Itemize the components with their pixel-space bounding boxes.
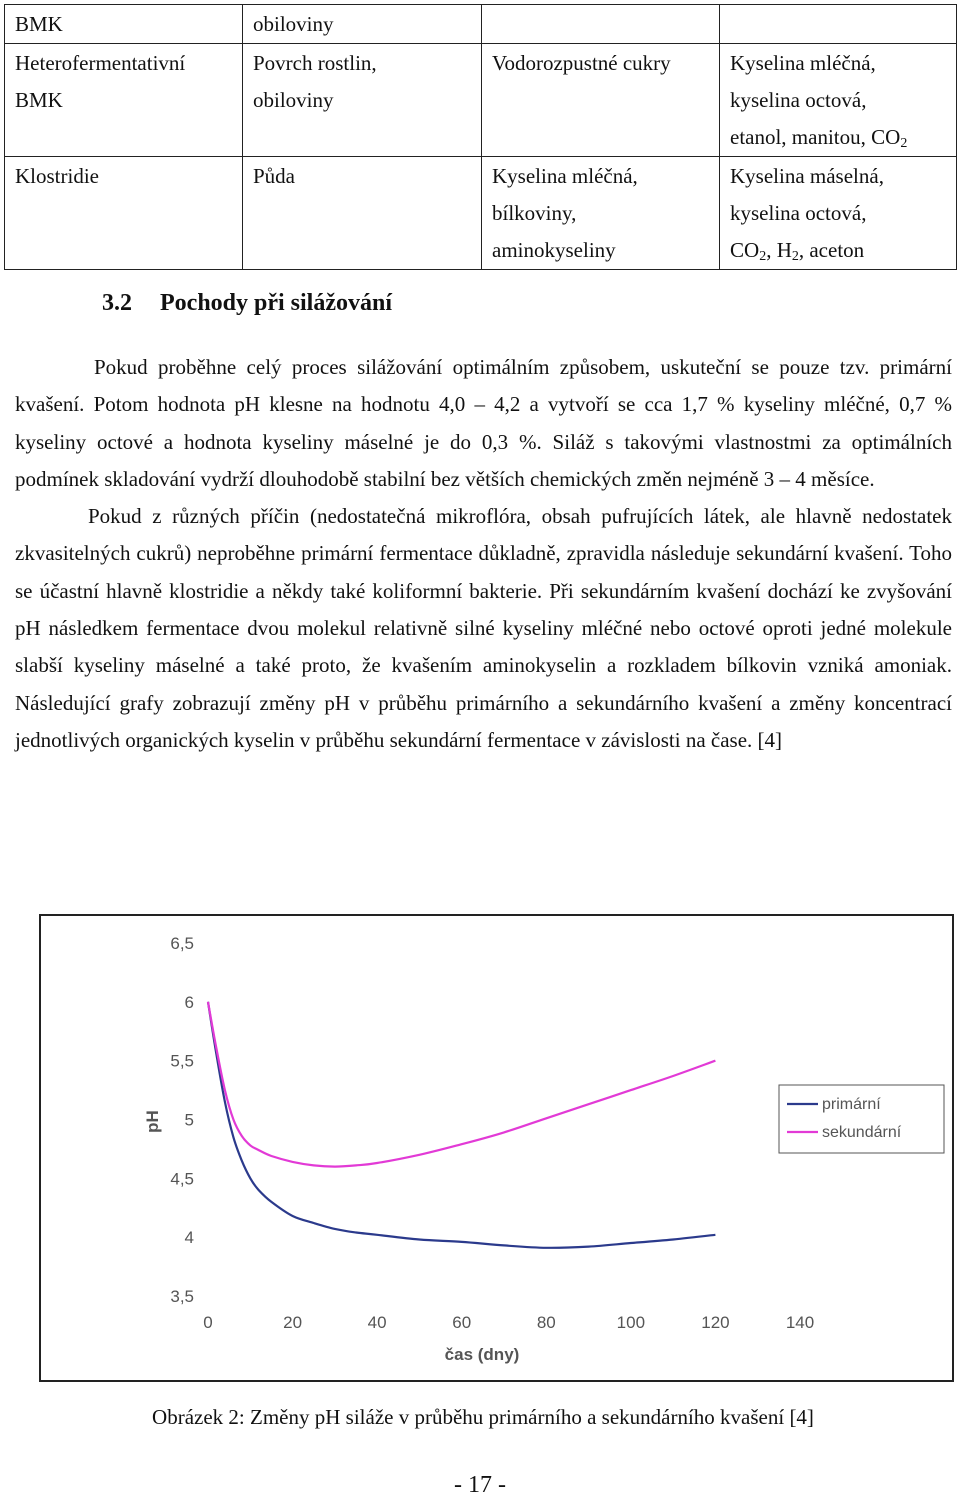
- y-tick-label: 5,5: [170, 1051, 194, 1071]
- x-tick-label: 20: [283, 1313, 303, 1332]
- y-tick-label: 6: [184, 992, 194, 1012]
- table-cell: [720, 157, 957, 270]
- cell-text: BMK: [15, 12, 63, 36]
- cell-text: Klostridie: [15, 164, 99, 188]
- cell-text-part: CO: [730, 238, 760, 262]
- cell-text: [730, 119, 956, 156]
- section-number: 3.2: [102, 290, 132, 316]
- x-tick-label: 40: [367, 1313, 387, 1332]
- cell-text-part: etanol, manitou, CO: [730, 125, 901, 149]
- caption-text: Obrázek 2: Změny pH siláže v průběhu primárního a sekundárního kvašení [4]: [152, 1405, 814, 1429]
- x-axis-label: čas (dny): [444, 1345, 520, 1364]
- table-cell: [5, 5, 243, 44]
- cell-text: kyselina octová,: [730, 88, 867, 112]
- cell-text: bílkoviny,: [492, 201, 577, 225]
- cell-text: [730, 232, 956, 269]
- y-tick-label: 3,5: [170, 1287, 194, 1306]
- ph-line-chart: [41, 916, 952, 1380]
- subscript: 2: [791, 249, 799, 264]
- x-tick-label: 0: [203, 1313, 213, 1332]
- table-row: [5, 157, 957, 270]
- paragraph: Pokud z různých příčin (nedostatečná mikroflóra, obsah pufrujících látek, ale hlavně nedostatek zkvasitelných cukrů) neproběhne primární fermentace důkladně, zpravidla následuje sekundární kvašení. Toho se účastní hlavně klostridie a někdy také koliformní bakterie. Při sekundárním kvašení dochází ke zvyšování pH následkem fermentace dvou molekul relativně silné kyseliny mléčné nebo octové oproti jedné molekule slabší kyseliny máselné a také proto, že kvašením aminokyselin a rozkladem bílkovin vzniká amoniak. Následující grafy zobrazují změny pH v průběhu primárního a sekundárního kvašení a změny koncentrací jednotlivých organických kyselin v průběhu sekundární fermentace v závislosti na čase. [4]: [15, 504, 952, 752]
- organisms-table: [4, 4, 957, 270]
- cell-text: aminokyseliny: [492, 238, 616, 262]
- cell-text: obiloviny: [253, 88, 334, 112]
- table-cell: [720, 44, 957, 157]
- table-cell: [720, 5, 957, 44]
- table-cell: [243, 5, 482, 44]
- legend-entry: sekundární: [822, 1124, 902, 1141]
- table-cell: [482, 157, 720, 270]
- cell-text: BMK: [15, 88, 63, 112]
- cell-text: Heterofermentativní: [15, 51, 186, 75]
- subscript: 2: [759, 249, 767, 264]
- x-tick-label: 140: [785, 1313, 815, 1332]
- cell-text: Vodorozpustné cukry: [492, 51, 671, 75]
- series-line-sekundarni: [208, 1002, 715, 1167]
- table-cell: [243, 44, 482, 157]
- cell-text: Půda: [253, 164, 295, 188]
- table-cell: [5, 157, 243, 270]
- section-heading: [102, 290, 392, 317]
- cell-text: Povrch rostlin,: [253, 51, 377, 75]
- cell-text-part: , aceton: [798, 238, 865, 262]
- table-cell: [482, 5, 720, 44]
- cell-text: Kyselina mléčná,: [730, 51, 876, 75]
- series-line-primarni: [208, 1002, 715, 1248]
- table-cell: [482, 44, 720, 157]
- cell-text: Kyselina mléčná,: [492, 164, 638, 188]
- x-tick-label: 120: [701, 1313, 730, 1332]
- x-tick-label: 60: [452, 1313, 472, 1332]
- legend-entry: primární: [822, 1096, 881, 1113]
- body-text: [15, 349, 952, 759]
- cell-text: Kyselina máselná,: [730, 164, 884, 188]
- table-row: [5, 44, 957, 157]
- y-tick-label: 5: [184, 1110, 194, 1130]
- figure-caption: [0, 1405, 960, 1430]
- y-tick-label: 6,5: [170, 934, 194, 953]
- page-number: - 17 -: [454, 1472, 506, 1498]
- y-tick-label: 4,5: [170, 1169, 194, 1189]
- figure-frame: [39, 914, 954, 1382]
- cell-text: obiloviny: [253, 12, 334, 36]
- table-cell: [5, 44, 243, 157]
- y-tick-label: 4: [184, 1228, 194, 1248]
- cell-text: kyselina octová,: [730, 201, 867, 225]
- paragraph: Pokud proběhne celý proces silážování optimálním způsobem, uskuteční se pouze tzv. primární kvašení. Potom hodnota pH klesne na hodnotu 4,0 – 4,2 a vytvoří se cca 1,7 % kyseliny mléčné, 0,7 % kyseliny octové a hodnota kyseliny máselné je do 0,3 %. Siláž s takovými vlastnostmi za optimálních podmínek skladování vydrží dlouhodobě stabilní bez větších chemických změn nejméně 3 – 4 měsíce.: [15, 355, 952, 491]
- y-axis-label: pH: [143, 1110, 162, 1133]
- x-tick-label: 80: [536, 1313, 556, 1332]
- x-tick-label: 100: [616, 1313, 646, 1332]
- table-row: [5, 5, 957, 44]
- section-title: Pochody při silážování: [160, 290, 393, 316]
- cell-text-part: , H: [766, 238, 792, 262]
- subscript: 2: [900, 136, 908, 151]
- table-cell: [243, 157, 482, 270]
